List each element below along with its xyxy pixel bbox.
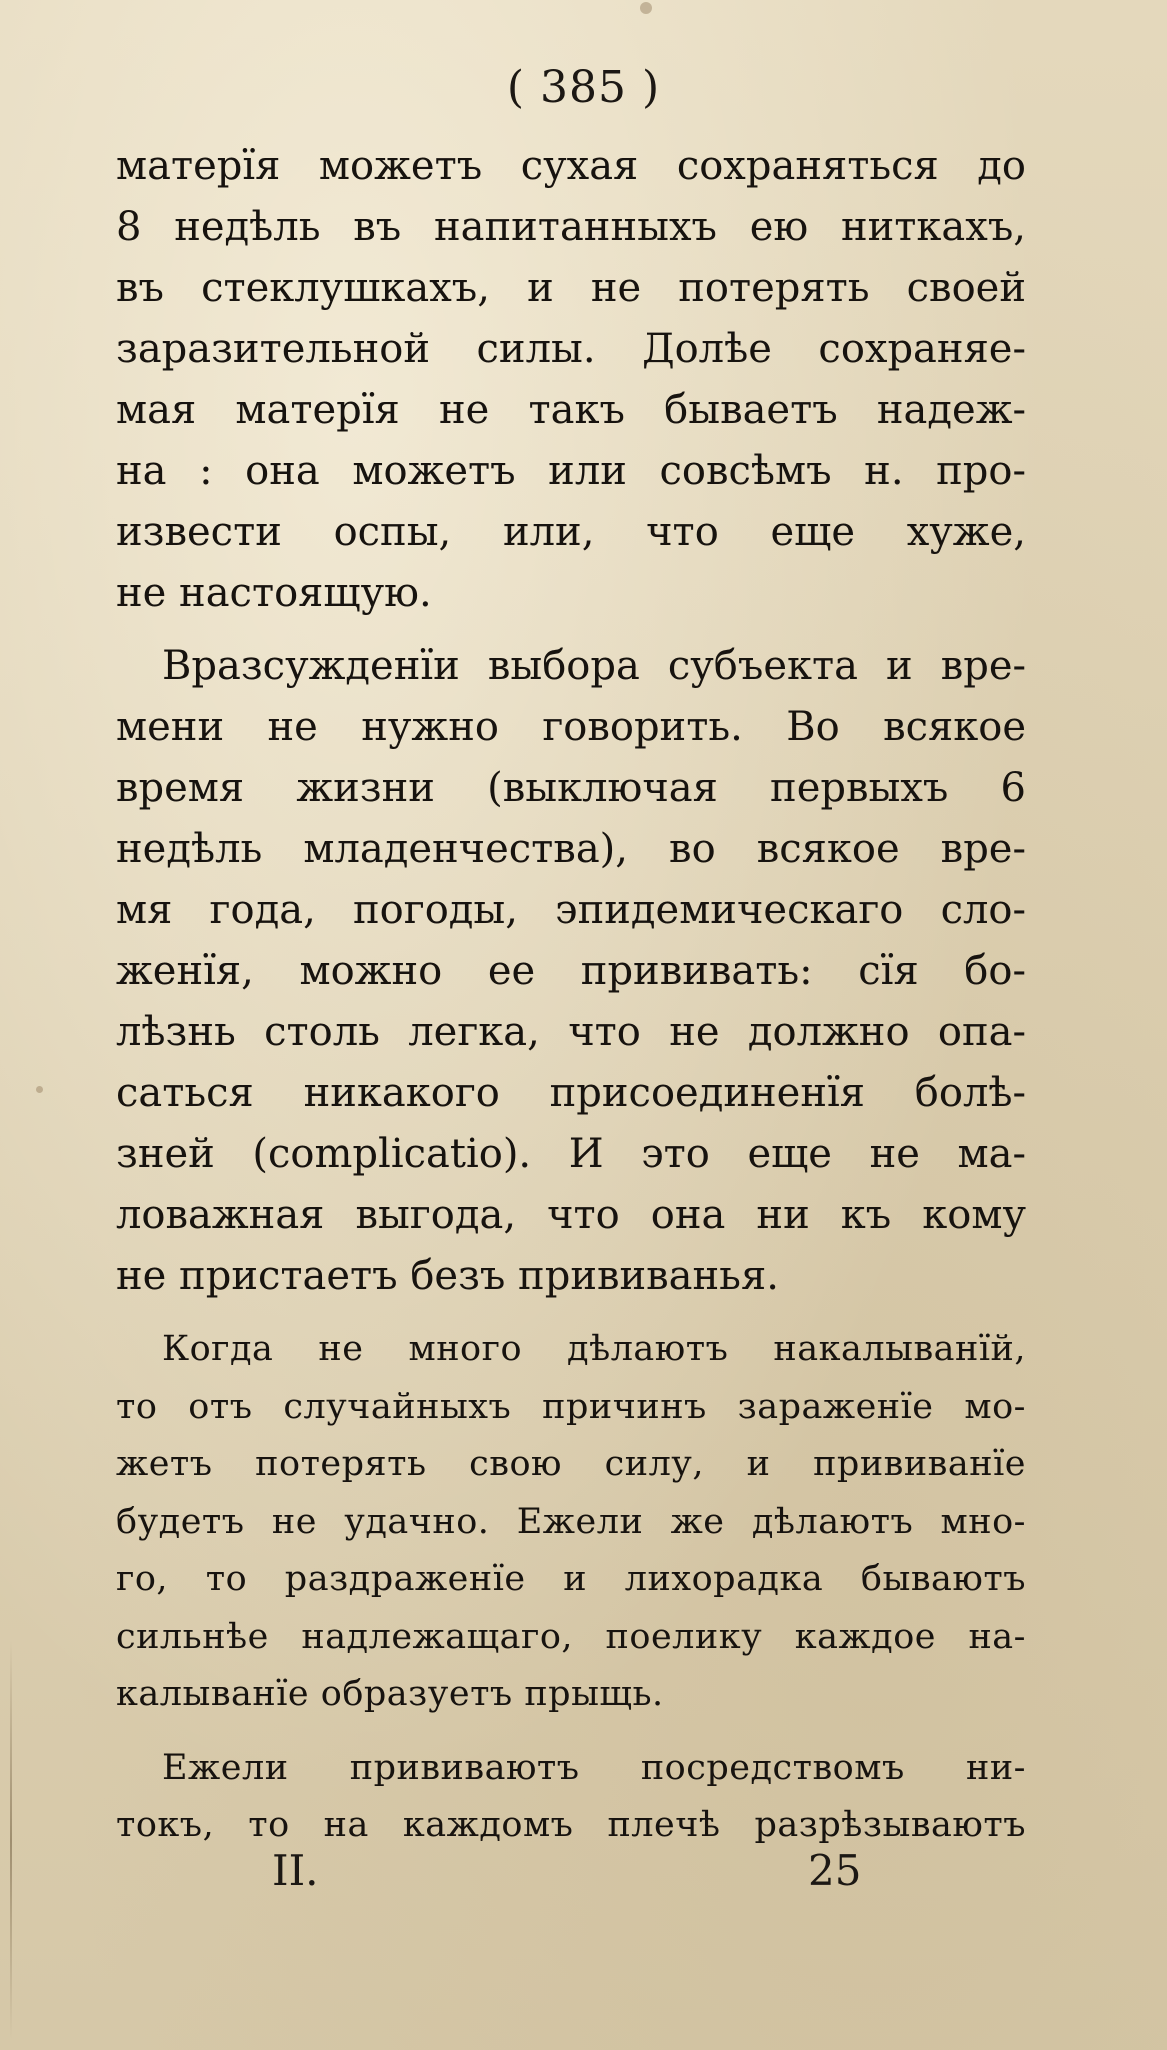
paragraph (116, 1740, 1026, 1855)
text-line: женїя, можно ее прививать: сїя бо- (116, 948, 1026, 994)
ink-spot (36, 1086, 43, 1093)
text-body (116, 136, 1026, 1855)
text-line: извести оспы, или, что еще хуже, (116, 509, 1026, 555)
text-line: сильнѣе надлежащаго, поелику каждое на- (116, 1616, 1026, 1657)
text-line: недѣль младенчества), во всякое вре- (116, 826, 1026, 872)
text-line: калыванїе образуетъ прыщь. (116, 1674, 664, 1714)
signature-mark: II. (272, 1846, 319, 1895)
text-line: въ стеклушкахъ, и не потерять своей (116, 265, 1026, 311)
page-edge-shadow (10, 1640, 12, 2040)
text-line: го, то раздраженїе и лихорадка бываютъ (116, 1559, 1026, 1599)
text-line: саться никакого присоединенїя болѣ- (116, 1070, 1026, 1116)
ink-spot (640, 2, 652, 14)
text-line: заразительной силы. Долѣе сохраняе- (116, 326, 1026, 372)
text-line: на : она можетъ или совсѣмъ н. про- (116, 448, 1026, 494)
text-line: Ежели прививаютъ посредствомъ ни- (162, 1747, 1026, 1788)
sheet-number: 25 (808, 1846, 862, 1895)
text-line: 8 недѣль въ напитанныхъ ею ниткахъ, (116, 204, 1026, 250)
text-line: то отъ случайныхъ причинъ зараженїе мо- (116, 1386, 1026, 1427)
paragraph (116, 136, 1026, 624)
text-line: будетъ не удачно. Ежели же дѣлаютъ мно- (116, 1501, 1026, 1542)
text-line: мени не нужно говорить. Во всякое (116, 704, 1026, 750)
text-line: лѣзнь столь легка, что не должно опа- (116, 1009, 1026, 1055)
text-line: время жизни (выключая первыхъ 6 (116, 765, 1026, 811)
text-line: мя года, погоды, эпидемическаго сло- (116, 887, 1026, 933)
text-line: Когда не много дѣлаютъ накалыванїй, (162, 1329, 1026, 1369)
text-line: зней (complicatio). И это еще не ма- (116, 1131, 1026, 1177)
text-line: матерїя можетъ сухая сохраняться до (116, 143, 1026, 189)
page-number: ( 385 ) (506, 62, 661, 113)
page-footer (0, 1846, 1167, 1906)
text-line: Вразсужденїи выбора субъекта и вре- (162, 643, 1026, 689)
paragraph (116, 636, 1026, 1307)
text-line: не настоящую. (116, 570, 432, 616)
text-line: мая матерїя не такъ бываетъ надеж- (116, 387, 1026, 433)
text-line: жетъ потерять свою силу, и прививанїе (116, 1444, 1026, 1484)
text-line: не пристаетъ безъ прививанья. (116, 1253, 779, 1299)
text-line: токъ, то на каждомъ плечѣ разрѣзываютъ (116, 1805, 1026, 1845)
text-line: ловажная выгода, что она ни къ кому (116, 1192, 1026, 1238)
paragraph (116, 1321, 1026, 1724)
